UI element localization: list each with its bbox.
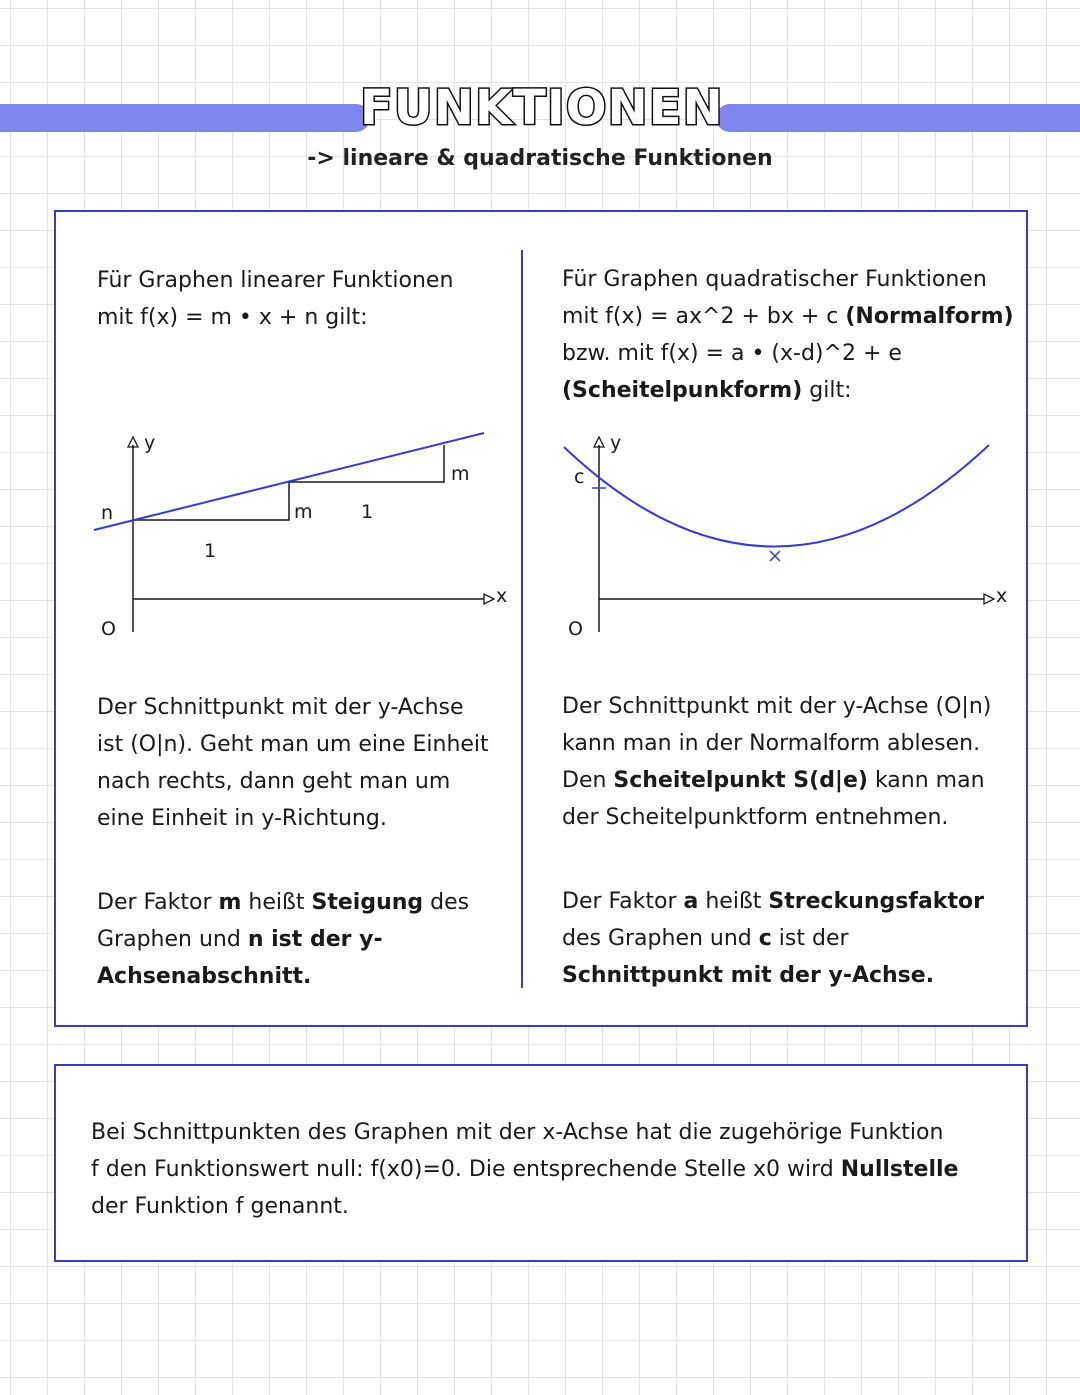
linear-x-arrow-icon xyxy=(484,594,494,604)
functions-panel xyxy=(54,210,1028,1027)
parabola-curve xyxy=(564,445,989,547)
linear-para1-line4: eine Einheit in y-Richtung. xyxy=(97,806,387,831)
title-bar-right xyxy=(716,104,1080,132)
factor-m: m xyxy=(218,890,242,915)
quadratic-c-label: c xyxy=(574,466,585,488)
linear-para1-line1: Der Schnittpunkt mit der y-Achse xyxy=(97,695,464,720)
quadratic-para1-line2: kann man in der Normalform ablesen. xyxy=(562,731,981,756)
linear-x-label: x xyxy=(496,585,508,607)
page-title: FUNKTIONEN xyxy=(360,80,724,136)
quadratic-graph xyxy=(554,427,1014,647)
nullstelle-line1: Bei Schnittpunkten des Graphen mit der x-Achse hat die zugehörige Funktion xyxy=(91,1120,944,1145)
linear-para2-line2: Graphen und n ist der y- xyxy=(97,927,383,952)
linear-m-label-a: m xyxy=(294,501,313,523)
linear-one-label-a: 1 xyxy=(204,540,217,562)
linear-one-label-b: 1 xyxy=(361,501,374,523)
quadratic-intro-line2: mit f(x) = ax^2 + bx + c (Normalform) xyxy=(562,304,1014,329)
linear-para1-line2: ist (O|n). Geht man um eine Einheit xyxy=(97,732,489,757)
quadratic-para2-line3: Schnittpunkt mit der y-Achse. xyxy=(562,963,935,988)
quadratic-intro-line3: bzw. mit f(x) = a • (x-d)^2 + e xyxy=(562,341,902,366)
linear-paragraph-2 xyxy=(97,884,517,995)
factor-n: n xyxy=(247,927,264,952)
nullstelle-text xyxy=(91,1114,1021,1225)
linear-m-label-b: m xyxy=(451,463,470,485)
quadratic-para1-line4: der Scheitelpunktform entnehmen. xyxy=(562,805,949,830)
quadratic-x-label: x xyxy=(996,585,1008,607)
linear-graph xyxy=(86,427,526,647)
linear-intro-line1: Für Graphen linearer Funktionen xyxy=(97,268,454,293)
linear-para2-line1: Der Faktor m heißt Steigung des xyxy=(97,890,470,915)
term-steigung: Steigung xyxy=(311,890,424,915)
linear-origin-label: O xyxy=(101,618,116,640)
linear-n-label: n xyxy=(101,502,114,524)
factor-c: c xyxy=(758,926,772,951)
quadratic-paragraph-1 xyxy=(562,688,1022,836)
term-scheitelpunkt: Scheitelpunkt S(d|e) xyxy=(613,768,868,793)
quadratic-paragraph-2 xyxy=(562,883,1022,994)
quadratic-intro-line4: (Scheitelpunkform) gilt: xyxy=(562,378,852,403)
quadratic-intro xyxy=(562,261,1022,409)
title-bar-left xyxy=(0,104,370,132)
quadratic-para2-line1: Der Faktor a heißt Streckungsfaktor xyxy=(562,889,984,914)
linear-intro-line2: mit f(x) = m • x + n gilt: xyxy=(97,305,368,330)
quadratic-para1-line1: Der Schnittpunkt mit der y-Achse (O|n) xyxy=(562,694,992,719)
nullstelle-line3: der Funktion f genannt. xyxy=(91,1194,349,1219)
linear-para2-line3: Achsenabschnitt. xyxy=(97,964,312,989)
page-subtitle: -> lineare & quadratische Funktionen xyxy=(307,146,773,171)
quadratic-intro-line1: Für Graphen quadratischer Funktionen xyxy=(562,267,987,292)
linear-paragraph-1 xyxy=(97,689,517,837)
quadratic-origin-label: O xyxy=(568,618,583,640)
linear-y-label: y xyxy=(144,432,156,454)
term-scheitelpunktform: (Scheitelpunkform) xyxy=(562,378,803,403)
linear-intro xyxy=(97,262,517,336)
quadratic-y-label: y xyxy=(610,432,622,454)
term-normalform: (Normalform) xyxy=(845,304,1014,329)
nullstelle-line2: f den Funktionswert null: f(x0)=0. Die entsprechende Stelle x0 wird Nullstelle xyxy=(91,1157,959,1182)
column-divider xyxy=(521,250,523,988)
vertex-mark-icon xyxy=(770,551,780,561)
term-nullstelle: Nullstelle xyxy=(840,1157,959,1182)
nullstelle-panel xyxy=(54,1064,1028,1262)
term-streckungsfaktor: Streckungsfaktor xyxy=(768,889,984,914)
quadratic-x-arrow-icon xyxy=(984,594,994,604)
quadratic-para2-line2: des Graphen und c ist der xyxy=(562,926,849,951)
quadratic-para1-line3: Den Scheitelpunkt S(d|e) kann man xyxy=(562,768,985,793)
factor-a: a xyxy=(683,889,699,914)
linear-para1-line3: nach rechts, dann geht man um xyxy=(97,769,451,794)
